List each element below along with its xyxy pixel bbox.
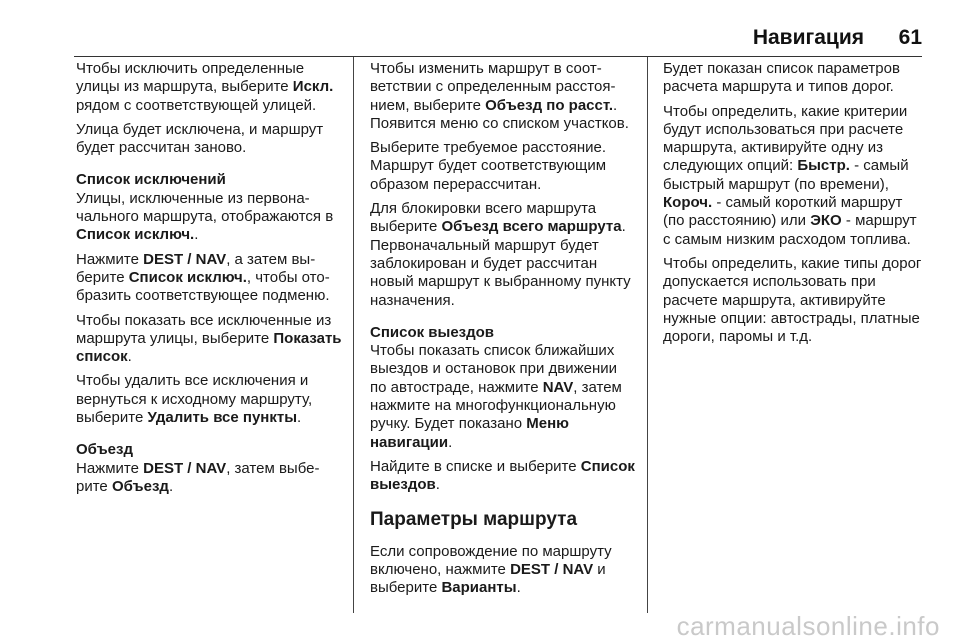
paragraph: Чтобы исключить определенные улицы из маршрута, выберите Искл. рядом с соответствующей улицей. bbox=[76, 60, 334, 114]
paragraph: Для блокировки всего маршрута выберите Объезд всего маршрута. Первоначальный маршрут будет заблокирован и будет рассчитан новый маршрут к выбранному пункту назначения. bbox=[370, 200, 631, 309]
paragraph: Если сопровождение по маршруту включено, нажмите DEST / NAV и выберите Варианты. bbox=[370, 542, 612, 597]
paragraph: Чтобы определить, какие критерии будут использоваться при расчете маршрута, активируйте одну из следующих опций: Быстр. - самый быстрый маршрут (по времени), Короч. - самый короткий маршрут (по расстоянию) или ЭКО - маршрут с самым низким расходом топлива. bbox=[663, 102, 917, 248]
paragraph: Улицы, исключенные из первоначального маршрута, отображаются в Список исключ.. bbox=[76, 189, 334, 244]
paragraph: Нажмите DEST / NAV, а затем выберите Список исключ., чтобы отобразить соответствующее подменю. bbox=[76, 250, 330, 305]
paragraph: Выберите требуемое расстояние. Маршрут будет соответствующим образом перерассчитан. bbox=[370, 139, 607, 193]
column-1 bbox=[76, 60, 342, 502]
paragraph: Чтобы показать все исключенные из маршрута улицы, выберите Показать список. bbox=[76, 311, 342, 366]
section-heading: Список выездов bbox=[370, 323, 495, 341]
paragraph: Чтобы удалить все исключения и вернуться к исходному маршруту, выберите Удалить все пункты. bbox=[76, 372, 313, 427]
paragraph: Чтобы показать список ближайших выездов и остановок при движении по автостраде, нажмите NAV, затем нажмите на многофункциональную ручку. Будет показано Меню навигации. bbox=[370, 342, 622, 451]
section-heading: Список исключений bbox=[76, 171, 226, 189]
paragraph: Улица будет исключена, и маршрут будет рассчитан заново. bbox=[76, 120, 324, 157]
column-divider-1 bbox=[353, 57, 354, 613]
page-number: 61 bbox=[898, 26, 922, 49]
paragraph: Чтобы определить, какие типы дорог допускается использовать при расчете маршрута, активируйте нужные опции: автострады, платные дороги, паромы и т.д. bbox=[663, 254, 922, 346]
paragraph: Чтобы изменить маршрут в соответствии с определенным расстоянием, выберите Объезд по расст.. Появится меню со списком участков. bbox=[370, 60, 629, 132]
paragraph: Найдите в списке и выберите Список выездов. bbox=[370, 457, 635, 494]
section-heading: Объезд bbox=[76, 441, 133, 459]
column-2 bbox=[370, 60, 636, 603]
paragraph: Нажмите DEST / NAV, затем выберите Объезд. bbox=[76, 459, 320, 495]
section-heading-large: Параметры маршрута bbox=[370, 508, 578, 530]
column-3 bbox=[663, 60, 925, 352]
header-divider bbox=[74, 56, 922, 57]
paragraph: Будет показан список параметров расчета маршрута и типов дорог. bbox=[663, 60, 900, 96]
watermark: carmanualsonline.info bbox=[676, 611, 940, 641]
page-title: Навигация bbox=[752, 26, 864, 49]
page-header bbox=[0, 0, 960, 56]
column-divider-2 bbox=[647, 57, 648, 613]
